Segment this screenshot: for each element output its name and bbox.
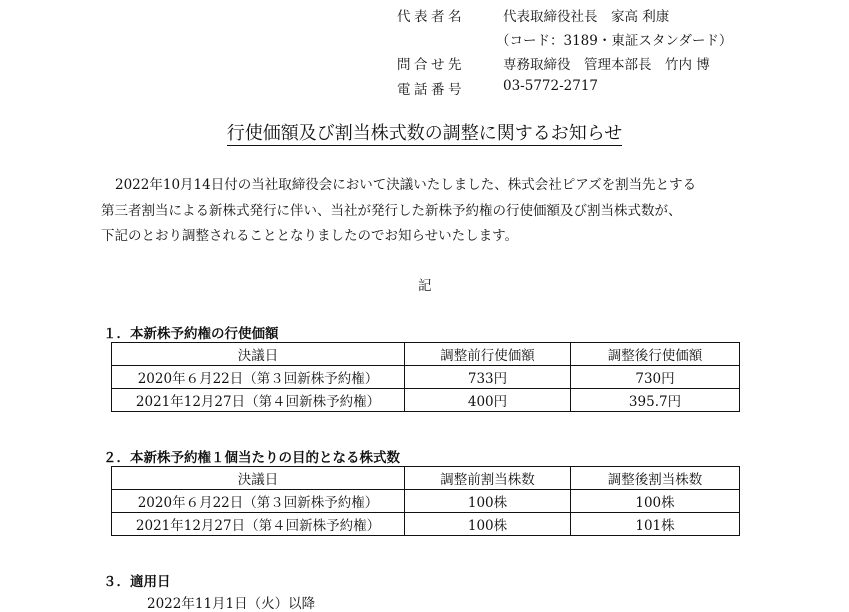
after-value-cell: 100株 <box>571 490 740 513</box>
contact-label: 問合せ先 <box>397 57 465 73</box>
resolution-date-cell: 2020年６月22日（第３回新株予約権） <box>112 490 405 513</box>
application-date: 2022年11月1日（火）以降 <box>147 596 316 612</box>
resolution-date-cell: 2020年６月22日（第３回新株予約権） <box>112 366 405 389</box>
contact-value: 専務取締役 管理本部長 竹内 博 <box>503 57 710 73</box>
section-1-heading: １．本新株予約権の行使価額 <box>103 326 279 342</box>
stock-code: （コード：3189・東証スタンダード） <box>496 33 733 49</box>
page-title-text: 行使価額及び割当株式数の調整に関するお知らせ <box>226 123 623 144</box>
representative-label: 代表者名 <box>397 9 465 25</box>
section-3-heading: ３．適用日 <box>103 574 171 590</box>
page-title <box>0 122 849 146</box>
intro-line-1: 2022年10月14日付の当社取締役会において決議いたしました、株式会社ピアズを割当先とする <box>115 177 697 193</box>
table-row <box>112 490 740 513</box>
before-value-cell: 100株 <box>405 490 571 513</box>
resolution-date-cell: 2021年12月27日（第４回新株予約権） <box>112 513 405 536</box>
representative-value: 代表取締役社長 家高 利康 <box>503 9 670 25</box>
after-value-cell: 730円 <box>571 366 740 389</box>
after-value-cell: 101株 <box>571 513 740 536</box>
column-header: 調整前行使価額 <box>405 343 571 366</box>
after-value-cell: 395.7円 <box>571 389 740 412</box>
column-header: 決議日 <box>112 467 405 490</box>
before-value-cell: 733円 <box>405 366 571 389</box>
resolution-date-cell: 2021年12月27日（第４回新株予約権） <box>112 389 405 412</box>
before-value-cell: 400円 <box>405 389 571 412</box>
phone-label: 電話番号 <box>397 82 465 98</box>
column-header: 決議日 <box>112 343 405 366</box>
exercise-price-table <box>111 342 740 412</box>
column-header: 調整前割当株数 <box>405 467 571 490</box>
ki-mark: 記 <box>418 278 432 294</box>
allotment-shares-table <box>111 466 740 536</box>
column-header: 調整後行使価額 <box>571 343 740 366</box>
intro-line-3: 下記のとおり調整されることとなりましたのでお知らせいたします。 <box>101 228 519 244</box>
table-row <box>112 389 740 412</box>
table-row <box>112 513 740 536</box>
phone-value: 03-5772-2717 <box>503 78 599 94</box>
before-value-cell: 100株 <box>405 513 571 536</box>
section-2-heading: ２．本新株予約権１個当たりの目的となる株式数 <box>103 450 400 466</box>
table-row <box>112 366 740 389</box>
table-header-row <box>112 343 740 366</box>
column-header: 調整後割当株数 <box>571 467 740 490</box>
intro-line-2: 第三者割当による新株式発行に伴い、当社が発行した新株予約権の行使価額及び割当株式数が、 <box>101 203 682 219</box>
table-header-row <box>112 467 740 490</box>
